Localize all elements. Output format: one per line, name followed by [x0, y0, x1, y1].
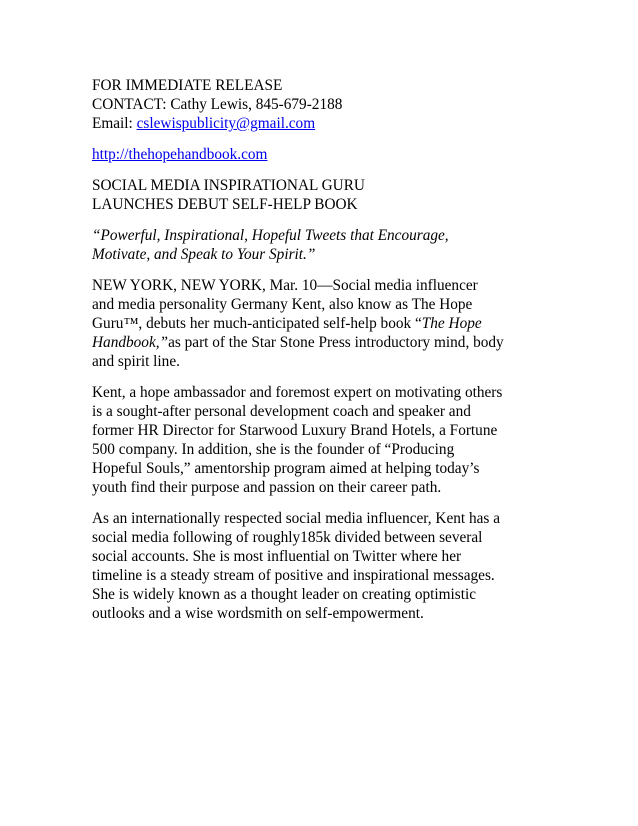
paragraph-announcement: [92, 276, 552, 371]
paragraph-line: Hopeful Souls,” amentorship program aimed at helping today’s: [92, 460, 480, 477]
paragraph-line: and media personality Germany Kent, also know as The Hope: [92, 296, 473, 313]
press-release-document: [92, 76, 552, 635]
headline: [92, 176, 552, 214]
contact-header: [92, 76, 552, 133]
paragraph-line: She is widely known as a thought leader on creating optimistic: [92, 586, 477, 603]
paragraph-line: NEW YORK, NEW YORK, Mar. 10—Social media influencer: [92, 277, 478, 294]
paragraph-line: As an internationally respected social media influencer, Kent has a: [92, 510, 500, 527]
website-block: [92, 145, 552, 164]
paragraph-line: [92, 314, 552, 333]
email-label: Email:: [92, 115, 137, 132]
paragraph-line: outlooks and a wise wordsmith on self-empowerment.: [92, 605, 424, 622]
headline-line-1: SOCIAL MEDIA INSPIRATIONAL GURU: [92, 177, 365, 194]
email-line: [92, 114, 552, 133]
paragraph-line: former HR Director for Starwood Luxury Brand Hotels, a Fortune: [92, 422, 498, 439]
paragraph-line: social accounts. She is most influential on Twitter where her: [92, 548, 462, 565]
paragraph-line: Kent, a hope ambassador and foremost expert on motivating others: [92, 384, 503, 401]
headline-line-2: LAUNCHES DEBUT SELF-HELP BOOK: [92, 196, 358, 213]
tagline-line-2: Motivate, and Speak to Your Spirit.”: [92, 246, 316, 263]
paragraph-line: [92, 333, 552, 352]
paragraph-line: 500 company. In addition, she is the founder of “Producing: [92, 441, 455, 458]
paragraph-text: Guru™, debuts her much-anticipated self-help book “: [92, 315, 422, 332]
paragraph-line: and spirit line.: [92, 353, 180, 370]
website-link[interactable]: http://thehopehandbook.com: [92, 146, 268, 163]
release-notice: FOR IMMEDIATE RELEASE: [92, 77, 283, 94]
paragraph-line: social media following of roughly185k divided between several: [92, 529, 483, 546]
paragraph-social-media: [92, 509, 552, 623]
paragraph-line: youth find their purpose and passion on their career path.: [92, 479, 442, 496]
paragraph-line: is a sought-after personal development coach and speaker and: [92, 403, 471, 420]
tagline-line-1: “Powerful, Inspirational, Hopeful Tweets that Encourage,: [92, 227, 449, 244]
tagline: [92, 226, 552, 264]
email-link[interactable]: cslewispublicity@gmail.com: [136, 115, 316, 132]
paragraph-text: as part of the Star Stone Press introductory mind, body: [168, 334, 504, 351]
contact-info: CONTACT: Cathy Lewis, 845-679-2188: [92, 96, 343, 113]
book-title-part-1: The Hope: [421, 315, 482, 332]
paragraph-biography: [92, 383, 552, 497]
book-title-part-2: Handbook,”: [92, 334, 169, 351]
paragraph-line: timeline is a steady stream of positive and inspirational messages.: [92, 567, 495, 584]
